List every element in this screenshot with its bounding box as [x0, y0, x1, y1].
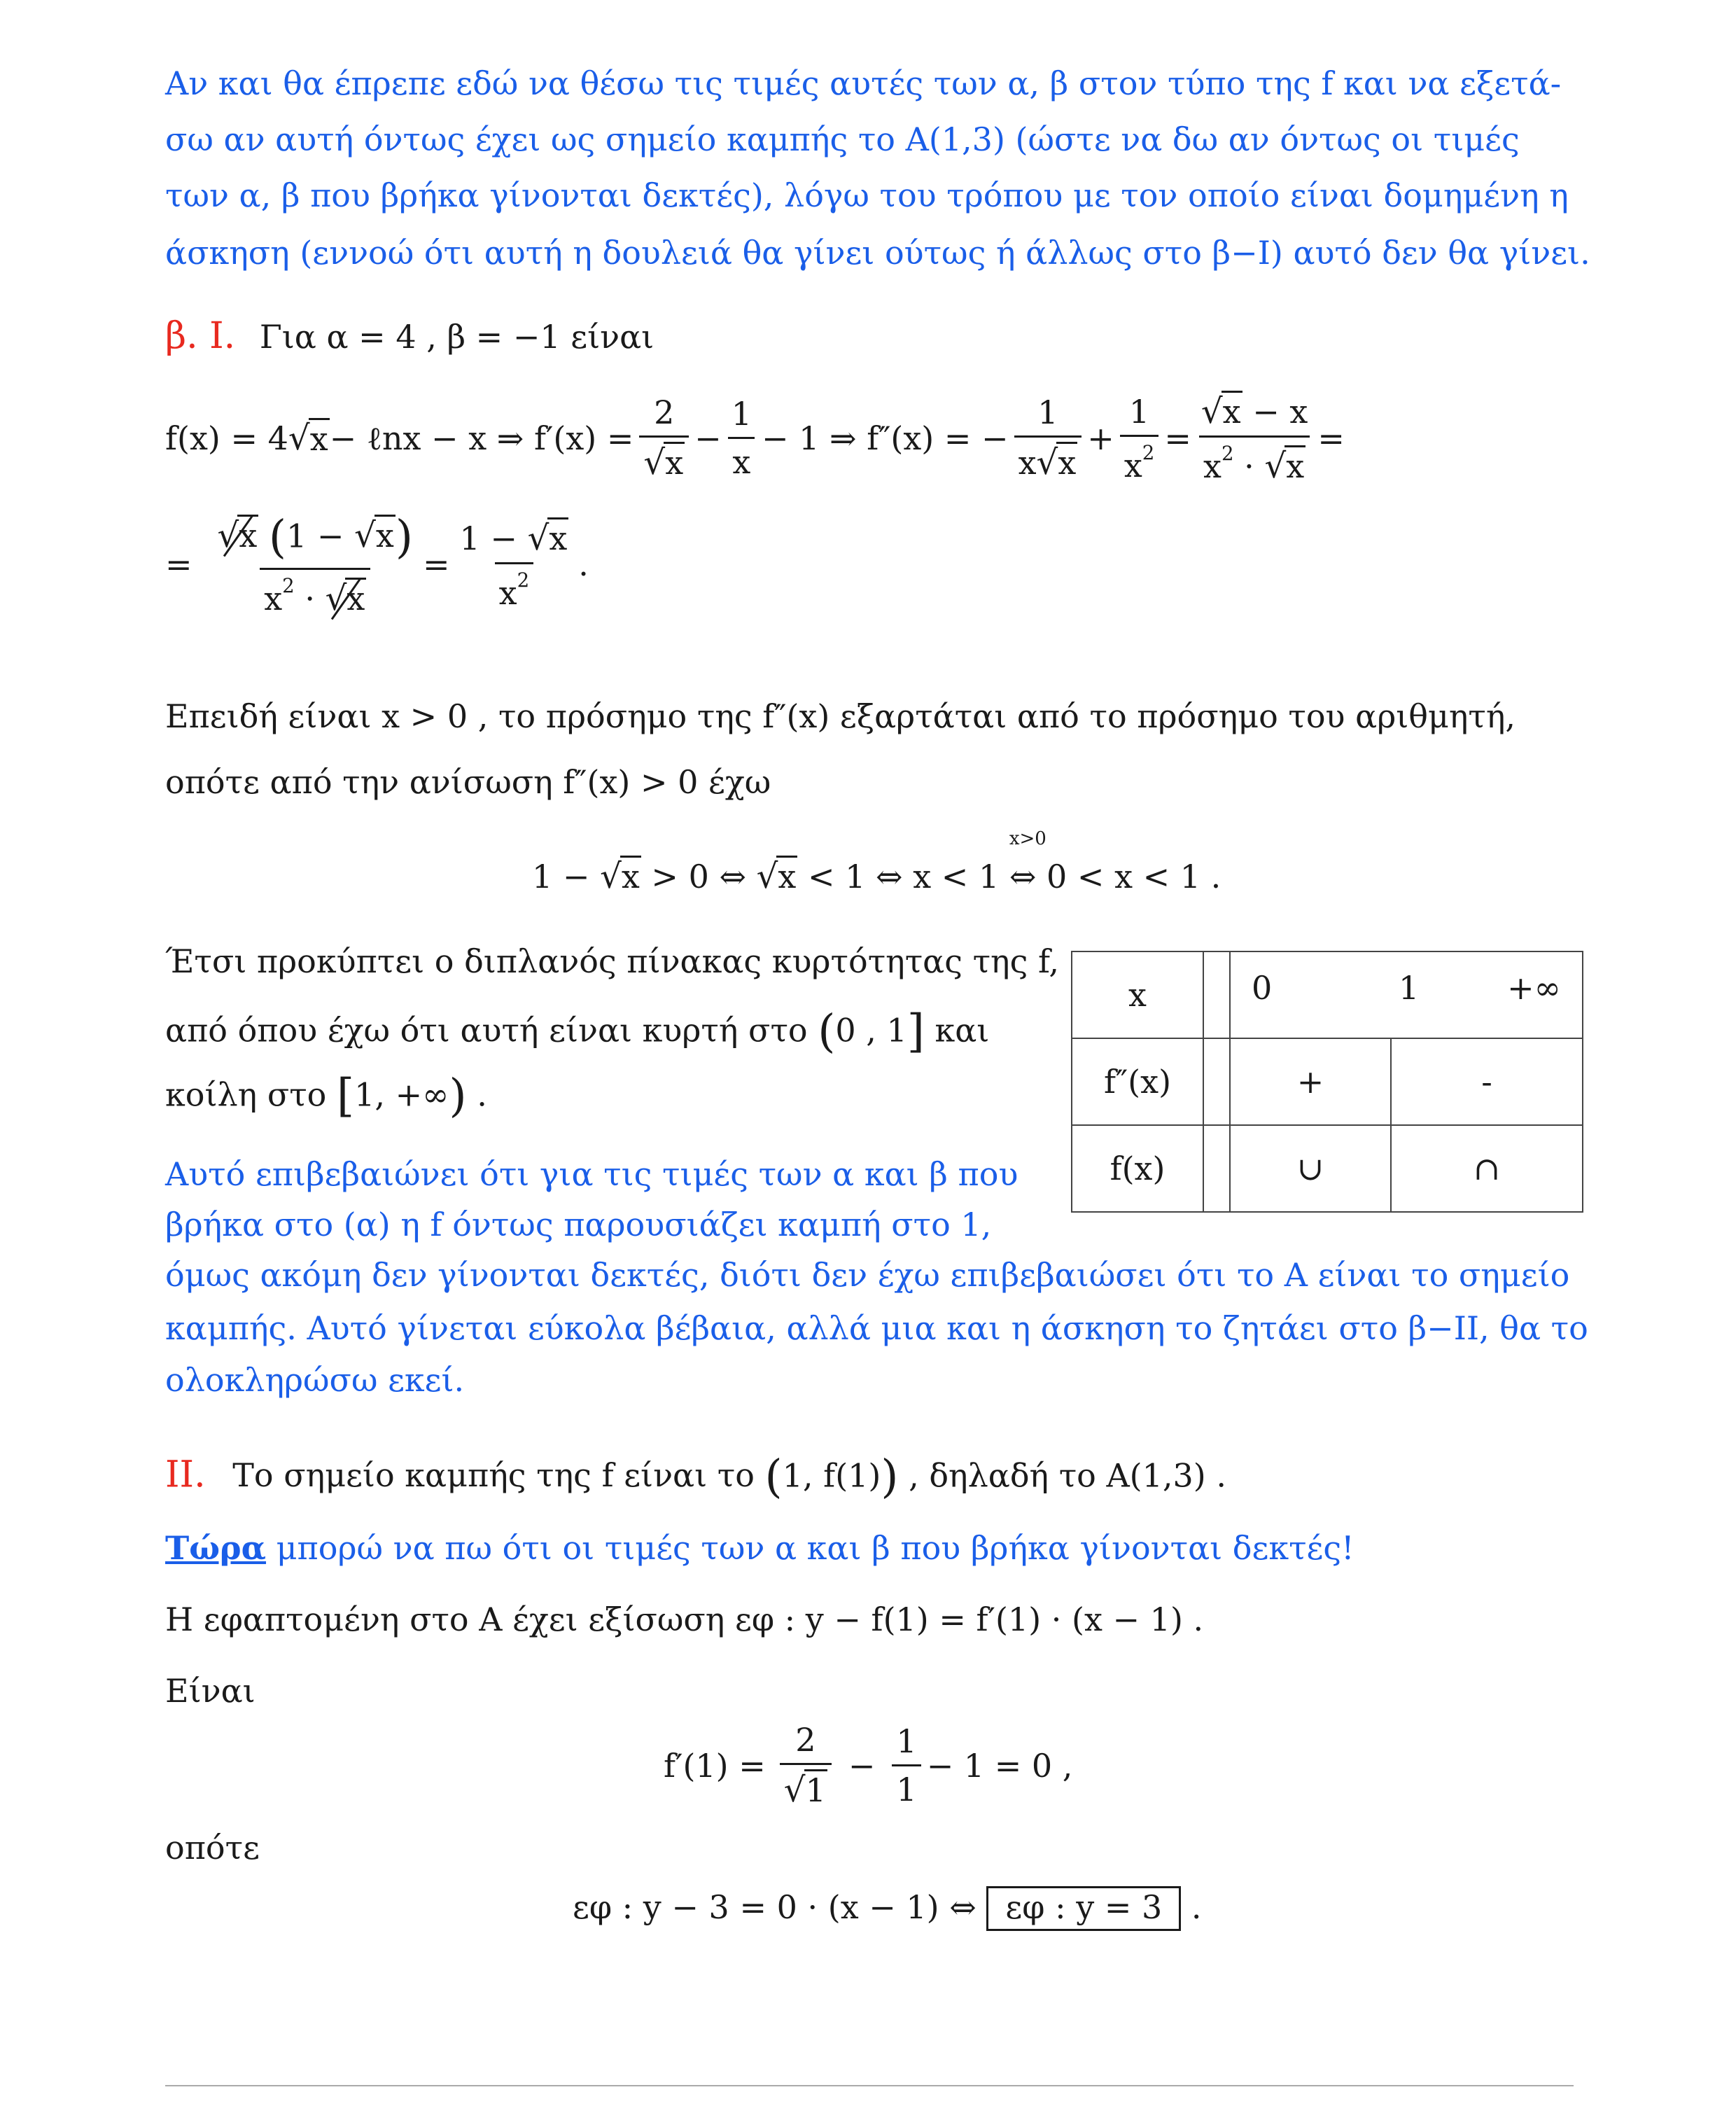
note-line-1: Αυτό επιβεβαιώνει ότι για τις τιμές των α και β που — [165, 1155, 1018, 1193]
table-f-label: f(x) — [1072, 1125, 1203, 1212]
final-boxed-result: εφ : y = 3 — [986, 1886, 1181, 1931]
eq1-frac4: $\frac{1}{x^2}$ — [1120, 393, 1159, 484]
concavity-table — [1071, 951, 1583, 1213]
equation-derivatives: f(x) = 4 √ x − ℓnx − x ⇒ f′(x) = $\frac{2}{√x}$ − $\frac{1}{x}$ − 1 ⇒ f″(x) = − $\frac{1}{x√x}$ + $\frac{1}{x^2}$ = $\frac{√x - x}{x^2 \cdot √x}$ = — [165, 392, 1345, 486]
table-fpp-left: + — [1230, 1038, 1391, 1125]
now-word: Τώρα — [165, 1529, 267, 1567]
table-f-convex-icon: ∪ — [1230, 1125, 1391, 1212]
part-b-heading — [165, 315, 654, 357]
eq2-equals: = — [422, 545, 450, 584]
concavity-line-1: Έτσι προκύπτει ο διπλανός πίνακας κυρτότητας της f, — [165, 942, 1059, 980]
note-line-3: όμως ακόμη δεν γίνονται δεκτές, διότι δεν έχω επιβεβαιώσει ότι το A είναι το σημείο — [165, 1256, 1570, 1294]
intro-line-3: των α, β που βρήκα γίνονται δεκτές), λόγω του τρόπου με τον οποίο είναι δομημένη η — [165, 176, 1569, 214]
note-line-5: ολοκληρώσω εκεί. — [165, 1361, 465, 1399]
now-line: Τώρα μπορώ να πω ότι οι τιμές των α και β που βρήκα γίνονται δεκτές! — [165, 1529, 1354, 1567]
eq1-frac1: $\frac{2}{√x}$ — [639, 393, 689, 482]
concavity-line-3: κοίλη στο [1, +∞) . — [165, 1070, 487, 1122]
intro-line-2: σω αν αυτή όντως έχει ως σημείο καμπής το A(1,3) (ώστε να δω αν όντως οι τιμές — [165, 120, 1520, 158]
concavity-line-2: από όπου έχω ότι αυτή είναι κυρτή στο (0 , 1] και — [165, 1005, 990, 1058]
inequality-arrow-condition: x>0 — [1009, 828, 1046, 849]
note-line-2: βρήκα στο (α) η f όντως παρουσιάζει καμπή στο 1, — [165, 1206, 992, 1243]
eq1-frac2: $\frac{1}{x}$ — [727, 395, 756, 481]
table-fpp-label: f″(x) — [1072, 1038, 1203, 1125]
equation-simplified — [165, 511, 589, 618]
einai-label: Είναι — [165, 1672, 255, 1710]
sign-text-line-2: οπότε από την ανίσωση f″(x) > 0 έχω — [165, 763, 771, 801]
eq1-frac5: $\frac{√x - x}{x^2 \cdot √x}$ — [1197, 391, 1312, 486]
table-x-label: x — [1072, 951, 1203, 1038]
final-equation: εφ : y − 3 = 0 · (x − 1) ⇔ εφ : y = 3 . — [573, 1886, 1202, 1931]
eq1-plus: + — [1087, 419, 1114, 457]
eq1-mid1: − ℓnx − x ⇒ f′(x) = — [329, 419, 634, 457]
eq1-mid2: − 1 ⇒ f″(x) = − — [761, 419, 1009, 457]
intro-line-1: Αν και θα έπρεπε εδώ να θέσω τις τιμές αυτές των α, β στον τύπο της f και να εξετά- — [165, 64, 1562, 102]
eq1-radicand: x — [309, 418, 330, 458]
part-b-label: β. Ι. — [165, 315, 236, 357]
eq2-frac-cancel: $\frac{√x (1 - √x)}{x^2 \cdot √x}$ — [217, 511, 413, 618]
eq1-end: = — [1317, 419, 1345, 457]
sign-text-line-1: Επειδή είναι x > 0 , το πρόσημο της f″(x) εξαρτάται από το πρόσημο του αριθμητή, — [165, 697, 1516, 735]
eq2-end: . — [578, 545, 589, 584]
eq1-minus: − — [694, 419, 722, 457]
eq2-start: = — [165, 545, 192, 584]
inequality: 1 − √x > 0 ⇔ √x < 1 ⇔ x < 1 x>0 ⇔ 0 < x < 1 . — [532, 828, 1222, 896]
table-fpp-right: - — [1391, 1038, 1583, 1125]
part-b-text: Για α = 4 , β = −1 είναι — [259, 318, 654, 356]
table-f-concave-icon: ∩ — [1391, 1125, 1583, 1212]
tangent-line: Η εφαπτομένη στο A έχει εξίσωση εφ : y − f(1) = f′(1) · (x − 1) . — [165, 1601, 1204, 1638]
eq2-frac-result: $\frac{1 - √x}{x^2}$ — [459, 519, 568, 612]
table-x-points: 0 1 +∞ — [1230, 951, 1583, 1038]
opote-label: οπότε — [165, 1829, 260, 1867]
part-ii-label: ΙΙ. — [165, 1453, 206, 1496]
equation-f-prime-1: f′(1) = $\frac{2}{√1}$ − $\frac{1}{1}$ − 1 = 0 , — [664, 1721, 1073, 1810]
eq1-lhs: f(x) = 4 — [165, 419, 288, 457]
note-line-4: καμπής. Αυτό γίνεται εύκολα βέβαια, αλλά μια και η άσκηση το ζητάει στο β−ΙΙ, θα το — [165, 1309, 1588, 1347]
intro-line-4: άσκηση (εννοώ ότι αυτή η δουλειά θα γίνει ούτως ή άλλως στο β−Ι) αυτό δεν θα γίνει. — [165, 234, 1590, 272]
eq1-frac3: $\frac{1}{x√x}$ — [1014, 393, 1082, 482]
footer-rule — [165, 2085, 1574, 2086]
eq1-equals: = — [1164, 419, 1191, 457]
part-ii-line: ΙΙ. Το σημείο καμπής της f είναι το (1, f(1)) , δηλαδή το A(1,3) . — [165, 1451, 1226, 1503]
